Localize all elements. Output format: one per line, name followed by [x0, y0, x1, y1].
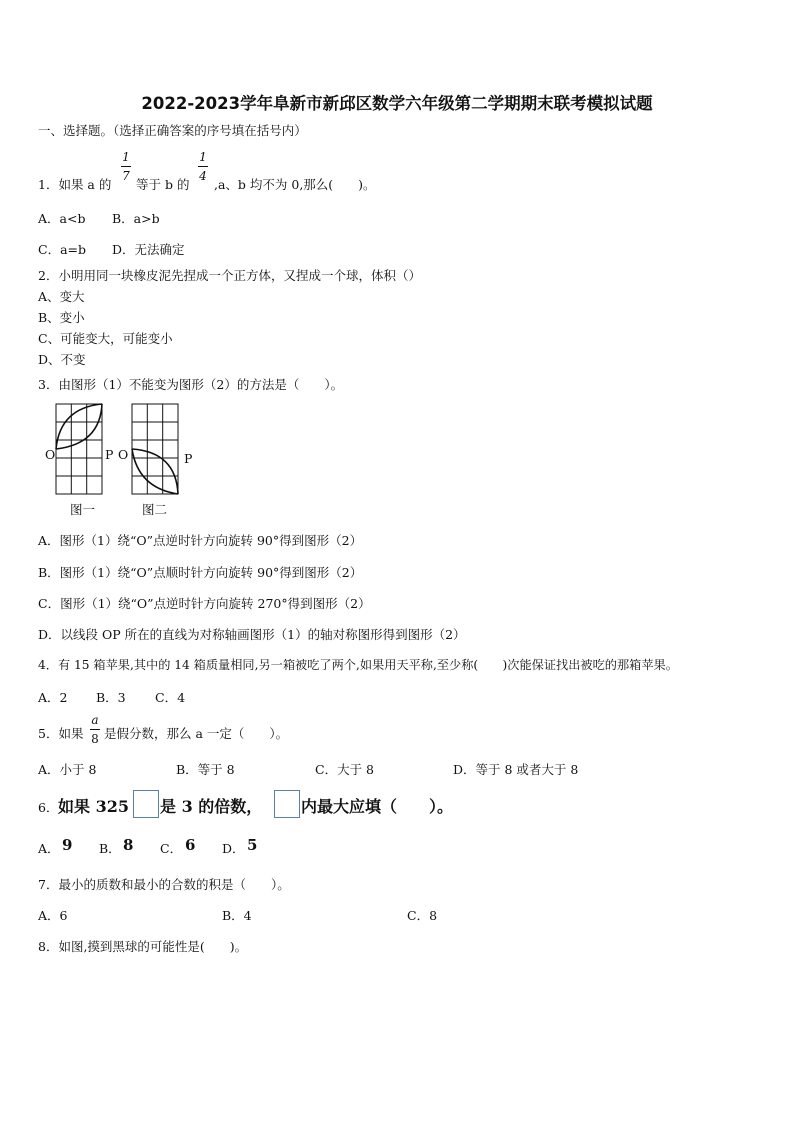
- figure-1-grid: [56, 404, 102, 494]
- fraction-denominator: 4: [199, 169, 207, 183]
- question-7-option-a: A．6: [38, 908, 68, 923]
- question-6-option-d-label: D．: [222, 841, 245, 856]
- question-7-option-b: B．4: [222, 908, 252, 923]
- question-1-option-b: B．a>b: [112, 211, 160, 226]
- question-5-option-b: B．等于 8: [176, 762, 235, 777]
- question-5-option-a: A．小于 8: [38, 762, 97, 777]
- question-6-part1: 如果 325: [58, 797, 129, 816]
- question-5-option-c: C．大于 8: [315, 762, 374, 777]
- question-1-part3: ,a、b 均不为 0,那么( )。: [214, 177, 376, 192]
- fraction-numerator: 1: [122, 150, 130, 164]
- figure-1-caption: 图一: [70, 502, 96, 517]
- fraction-one-fourth: [197, 150, 209, 183]
- question-6-option-b-value: 8: [123, 836, 134, 854]
- figure-1-label-o: O: [45, 447, 56, 462]
- question-3-text: 3．由图形（1）不能变为图形（2）的方法是（ ）。: [38, 377, 344, 392]
- question-6-part2: 是 3 的倍数，: [160, 797, 263, 816]
- question-2-option-a: A、变大: [38, 289, 85, 304]
- question-6-option-c-value: 6: [185, 836, 196, 854]
- question-6-option-b-label: B．: [99, 841, 121, 856]
- question-3-option-b: B．图形（1）绕“O”点顺时针方向旋转 90°得到图形（2）: [38, 565, 363, 580]
- question-2-text: 2．小明用同一块橡皮泥先捏成一个正方体，又捏成一个球，体积（）: [38, 268, 421, 283]
- fraction-denominator: 8: [91, 732, 99, 746]
- fraction-a-over-8: [89, 713, 101, 746]
- question-4-option-a: A．2: [38, 690, 68, 705]
- fraction-one-seventh: [120, 150, 132, 183]
- figure-2-label-p: P: [184, 451, 193, 466]
- question-2-option-d: D、不变: [38, 352, 86, 367]
- question-3-option-c: C．图形（1）绕“O”点逆时针方向旋转 270°得到图形（2）: [38, 596, 371, 611]
- question-2-option-c: C、可能变大，可能变小: [38, 331, 173, 346]
- answer-box-1: [133, 790, 159, 818]
- question-1-option-a: A．a<b: [38, 211, 86, 226]
- question-1-option-d: D．无法确定: [112, 242, 185, 257]
- question-1-part2: 等于 b 的: [136, 177, 190, 192]
- question-6-option-a-value: 9: [62, 836, 73, 854]
- question-3-option-d: D．以线段 OP 所在的直线为对称轴画图形（1）的轴对称图形得到图形（2）: [38, 627, 466, 642]
- question-6-option-c-label: C．: [160, 841, 183, 856]
- figure-2-caption: 图二: [142, 502, 168, 517]
- question-1-part1: 1．如果 a 的: [38, 177, 112, 192]
- question-5-part1: 5．如果: [38, 726, 84, 741]
- page-title: 2022-2023学年阜新市新邱区数学六年级第二学期期末联考模拟试题: [141, 94, 653, 113]
- question-3-option-a: A．图形（1）绕“O”点逆时针方向旋转 90°得到图形（2）: [38, 533, 363, 548]
- question-8-text: 8．如图,摸到黑球的可能性是( )。: [38, 939, 248, 954]
- question-1-option-c: C．a=b: [38, 242, 86, 257]
- question-4-option-b: B．3: [96, 690, 126, 705]
- question-6-part3: 内最大应填（ ）。: [301, 797, 454, 816]
- answer-box-2: [274, 790, 300, 818]
- question-6-number: 6．: [38, 800, 59, 815]
- section-heading: 一、选择题。（选择正确答案的序号填在括号内）: [38, 123, 307, 138]
- fraction-numerator: 1: [199, 150, 207, 164]
- question-2-option-b: B、变小: [38, 310, 85, 325]
- figure-1-leaf-shape: [56, 404, 102, 449]
- fraction-denominator: 7: [122, 169, 130, 183]
- question-7-option-c: C．8: [407, 908, 438, 923]
- question-5-option-d: D．等于 8 或者大于 8: [453, 762, 579, 777]
- figure-2-leaf-shape: [132, 449, 178, 494]
- question-4-option-c: C．4: [155, 690, 186, 705]
- figure-1-label-p: P: [105, 447, 114, 462]
- question-5-part2: 是假分数，那么 a 一定（ ）。: [104, 726, 289, 741]
- question-6-option-a-label: A．: [38, 841, 60, 856]
- fraction-numerator: a: [91, 713, 99, 727]
- question-6-option-d-value: 5: [247, 836, 258, 854]
- figure-2-label-o: O: [118, 447, 129, 462]
- question-4-text: 4．有 15 箱苹果,其中的 14 箱质量相同,另一箱被吃了两个,如果用天平称,至少称( )次能保证找出被吃的那箱苹果。: [38, 658, 678, 672]
- question-7-text: 7．最小的质数和最小的合数的积是（ ）。: [38, 877, 290, 892]
